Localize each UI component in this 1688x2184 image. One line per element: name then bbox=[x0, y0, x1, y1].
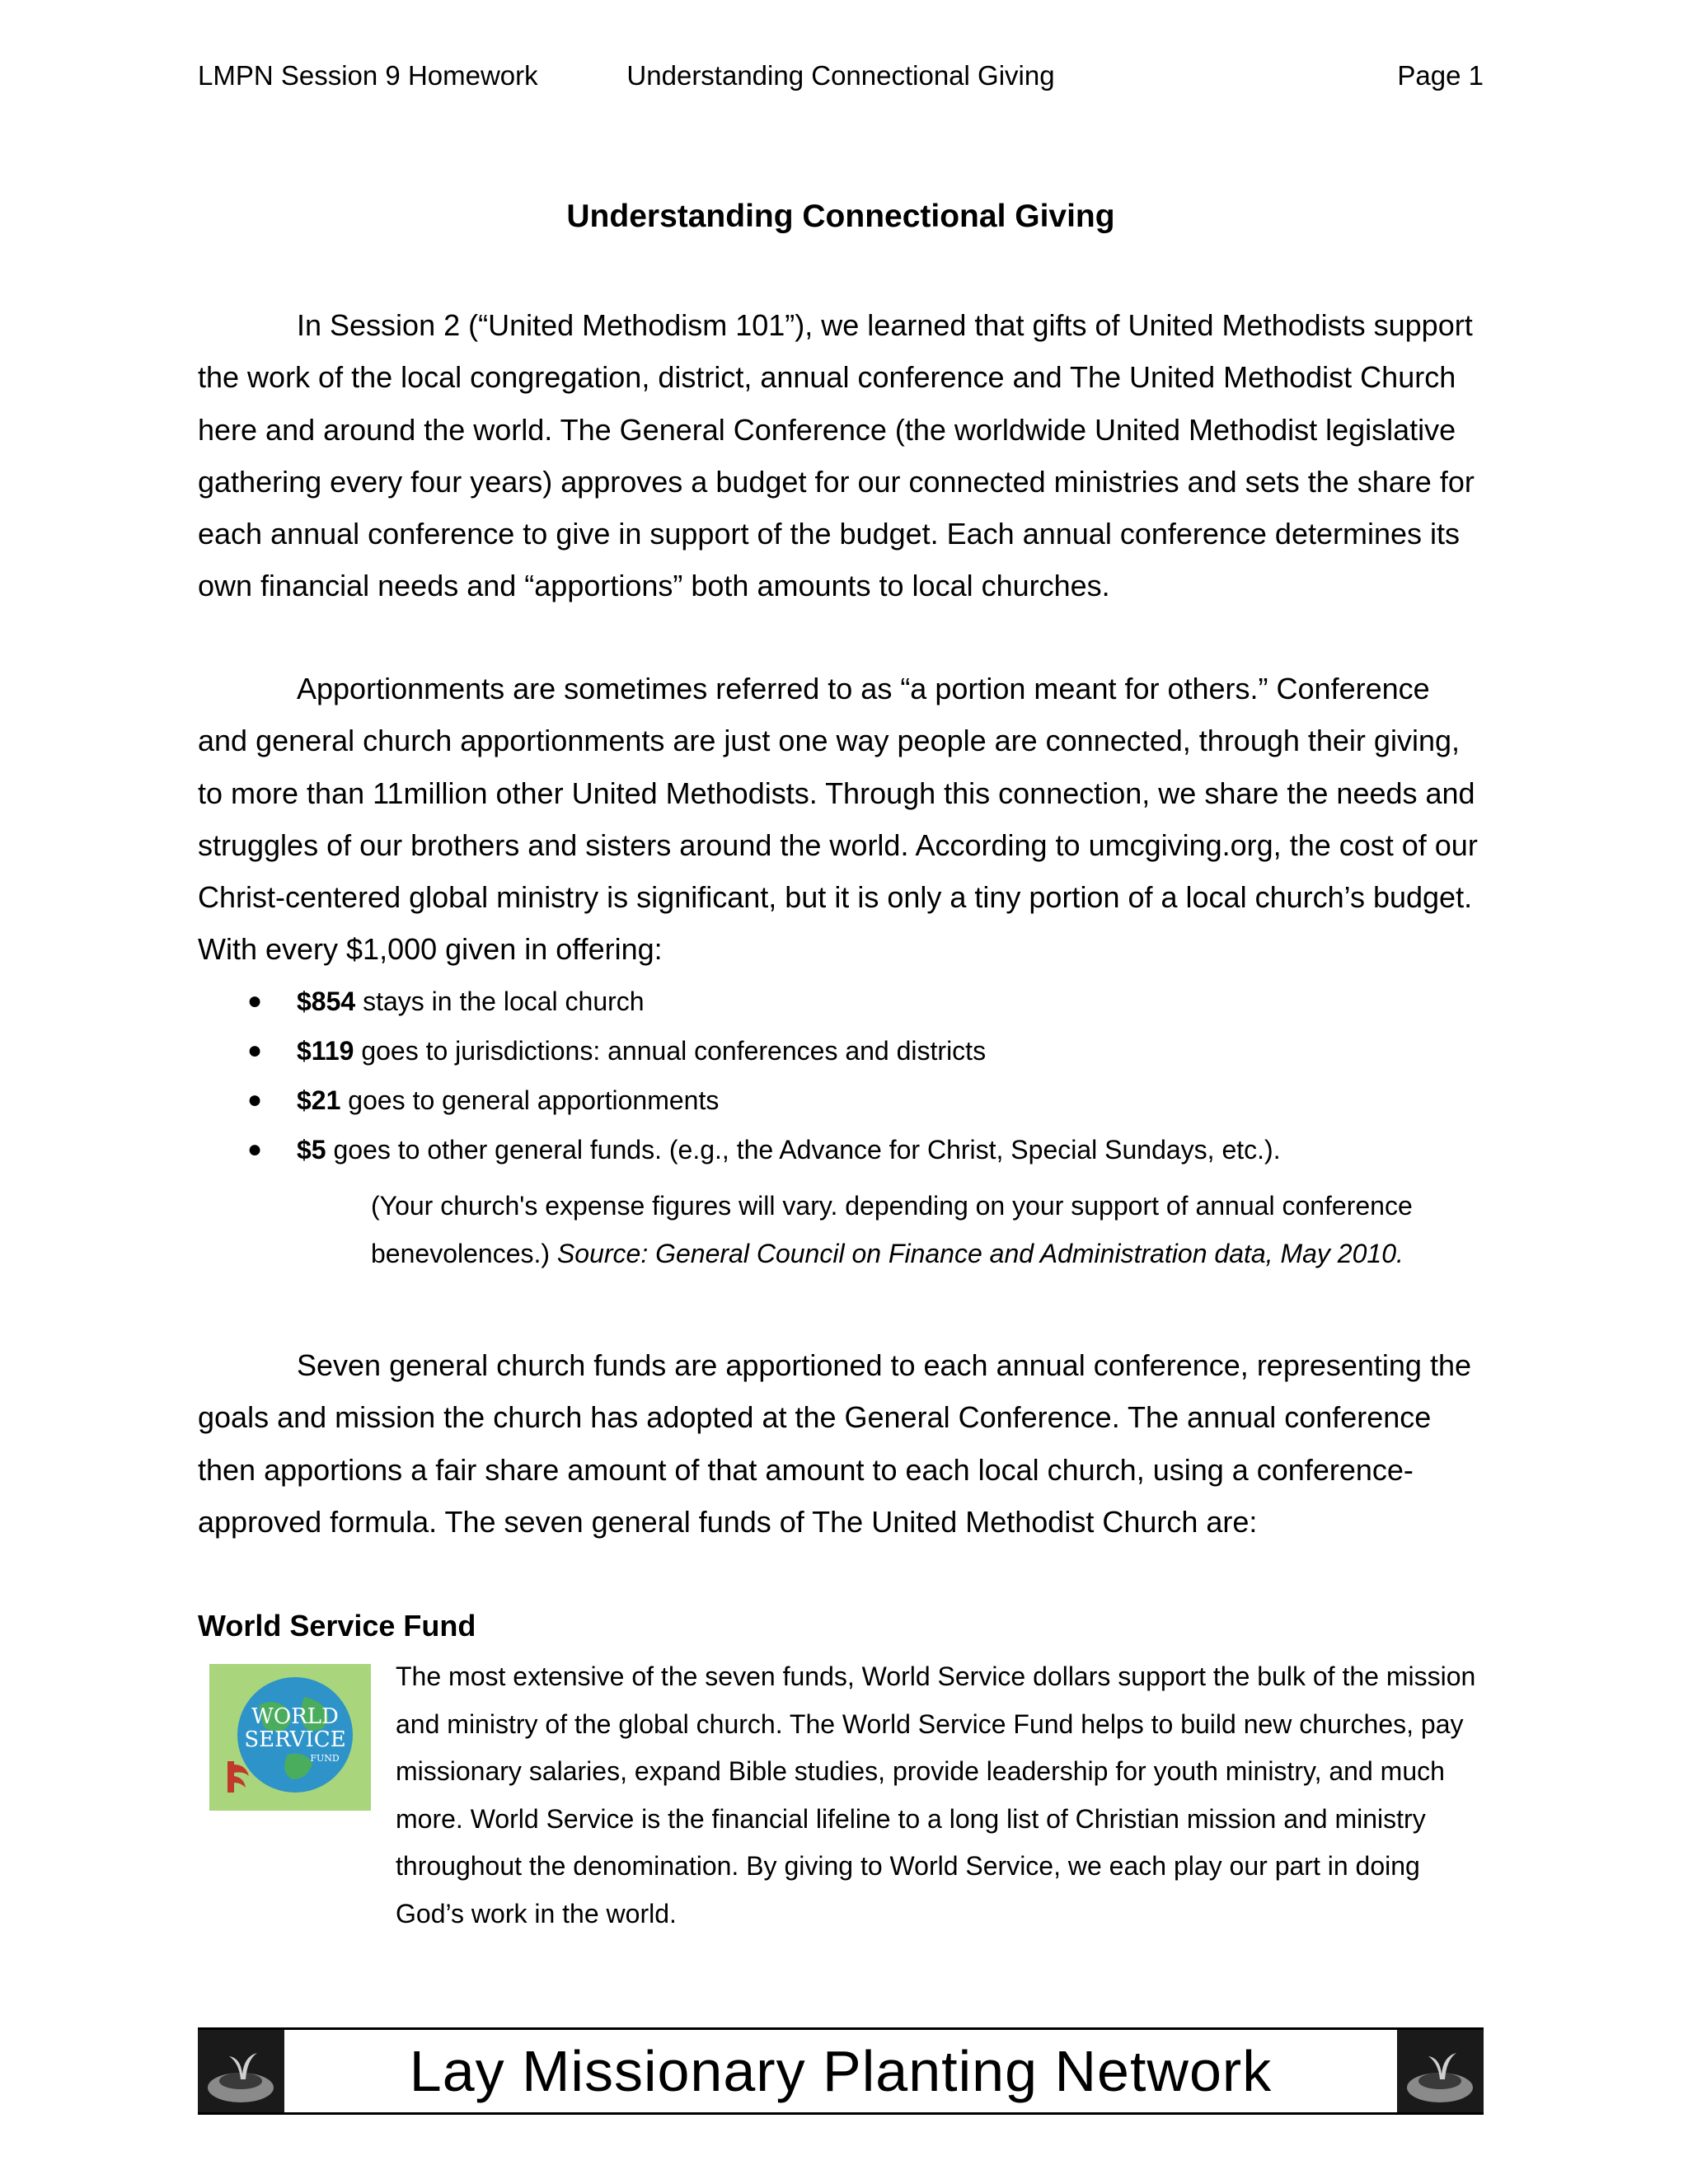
world-service-description: The most extensive of the seven funds, World Service dollars support the bulk of the mission and ministry of the global church. The World Service Fund helps to build new churches, pay missionary salaries, expand Bible studies, provide leadership for youth ministry, and much more. World Service is the financial lifeline to a long list of Christian mission and ministry throughout the denomination. By giving to World Service, we each play our part in doing God’s work in the world. bbox=[396, 1661, 1476, 1929]
paragraph-general-funds-text: Seven general church funds are apportioned to each annual conference, representing the goals and mission the church has adopted at the General Conference. The annual conference then apportions a fair share amount of that amount to each local church, using a conference-approved formula. The seven general funds of The United Methodist Church are: bbox=[198, 1348, 1471, 1539]
bullet-icon: ● bbox=[247, 1037, 263, 1064]
bullet-text: goes to general apportionments bbox=[340, 1085, 720, 1115]
world-service-logo bbox=[209, 1664, 371, 1811]
paragraph-intro-text: In Session 2 (“United Methodism 101”), we learned that gifts of United Methodists support the work of the local congregation, district, annual conference and The United Methodist Church here and around the world. The General Conference (the worldwide United Methodist legislative gathering every four years) approves a budget for our connected ministries and sets the share for each annual conference to give in support of the budget. Each annual conference determines its own financial needs and “apportions” both amounts to local churches. bbox=[198, 308, 1475, 603]
list-item bbox=[198, 1125, 1485, 1174]
paragraph-general-funds bbox=[198, 1339, 1485, 1548]
paragraph-apportionments bbox=[198, 663, 1485, 976]
bullet-icon: ● bbox=[247, 987, 263, 1015]
hands-seedling-image-right bbox=[1397, 2030, 1484, 2112]
bullet-amount: $854 bbox=[297, 987, 356, 1016]
paragraph-intro bbox=[198, 299, 1485, 612]
seedling-icon bbox=[198, 2030, 284, 2112]
paragraph-apportionments-text: Apportionments are sometimes referred to as “a portion meant for others.” Conference and general church apportionments are just one way people are connected, through their giving, to more than 11million other United Methodists. Through this connection, we share the needs and struggles of our brothers and sisters around the world. According to umcgiving.org, the cost of our Christ-centered global ministry is significant, but it is only a tiny portion of a local church’s budget. With every $1,000 given in offering: bbox=[198, 672, 1478, 967]
footer-banner bbox=[198, 2027, 1484, 2115]
globe-icon bbox=[209, 1664, 371, 1811]
giving-breakdown-list bbox=[198, 977, 1485, 1174]
bullet-amount: $119 bbox=[297, 1036, 354, 1066]
header-left: LMPN Session 9 Homework bbox=[198, 60, 538, 91]
expense-note-text: (Your church's expense figures will vary. depending on your support of annual conference benevolences.) bbox=[371, 1191, 1413, 1268]
page-title: Understanding Connectional Giving bbox=[566, 199, 1115, 234]
bullet-icon: ● bbox=[247, 1086, 263, 1113]
bullet-text: goes to jurisdictions: annual conferences and districts bbox=[354, 1036, 987, 1066]
world-service-heading: World Service Fund bbox=[198, 1609, 476, 1643]
expense-note-source: Source: General Council on Finance and Administration data, May 2010. bbox=[556, 1239, 1404, 1268]
expense-note bbox=[371, 1182, 1484, 1277]
svg-text:SERVICE: SERVICE bbox=[244, 1727, 346, 1752]
bullet-text: stays in the local church bbox=[355, 987, 645, 1016]
svg-text:WORLD: WORLD bbox=[251, 1704, 339, 1729]
banner-title: Lay Missionary Planting Network bbox=[409, 2039, 1273, 2103]
bullet-amount: $5 bbox=[297, 1135, 326, 1165]
list-item bbox=[198, 977, 1485, 1026]
seedling-icon bbox=[1397, 2030, 1484, 2112]
svg-text:FUND: FUND bbox=[310, 1753, 340, 1764]
bullet-text: goes to other general funds. (e.g., the Advance for Christ, Special Sundays, etc.). bbox=[326, 1135, 1281, 1165]
list-item bbox=[198, 1026, 1485, 1076]
list-item bbox=[198, 1076, 1485, 1125]
running-header bbox=[198, 58, 1484, 94]
hands-seedling-image-left bbox=[198, 2030, 284, 2112]
bullet-amount: $21 bbox=[297, 1085, 341, 1115]
header-page-number: Page 1 bbox=[1397, 60, 1484, 91]
header-center: Understanding Connectional Giving bbox=[626, 60, 1055, 91]
bullet-icon: ● bbox=[247, 1136, 263, 1163]
